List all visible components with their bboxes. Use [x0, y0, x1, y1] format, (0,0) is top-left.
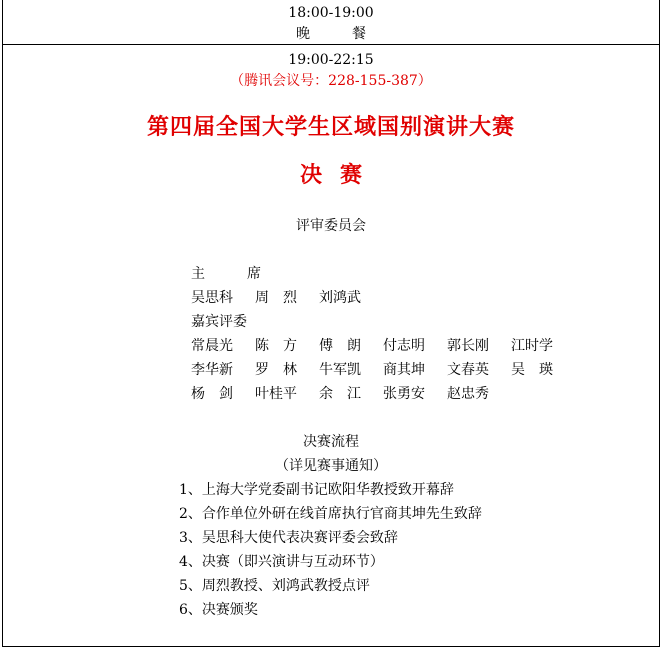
dinner-time: 18:00-19:00 [288, 5, 374, 21]
judge-name: 傅 朗 [319, 338, 361, 354]
chair-label: 主 席 [191, 266, 275, 282]
judge-name: 常晨光 [191, 338, 233, 354]
judge-name: 余 江 [319, 386, 361, 402]
process-note: （详见赛事通知） [275, 458, 387, 474]
dinner-label: 晚 餐 [296, 26, 380, 42]
judge-name: 吴 瑛 [511, 362, 553, 378]
judges-heading: 评审委员会 [296, 218, 366, 234]
process-step: 6、决赛颁奖 [179, 602, 258, 618]
process-step: 4、决赛（即兴演讲与互动环节） [179, 554, 384, 570]
judge-name: 牛军凯 [319, 362, 361, 378]
judge-name: 吴思科 [191, 290, 233, 306]
judge-name: 周 烈 [255, 290, 297, 306]
process-step: 2、合作单位外研在线首席执行官商其坤先生致辞 [179, 506, 482, 522]
judge-name: 罗 林 [255, 362, 297, 378]
judge-name: 郭长刚 [447, 338, 489, 354]
process-step: 3、吴思科大使代表决赛评委会致辞 [179, 530, 398, 546]
schedule-table [2, 0, 660, 647]
competition-title: 第四届全国大学生区域国别演讲大赛 [146, 114, 515, 140]
judge-name: 李华新 [191, 362, 233, 378]
guest-judges-label: 嘉宾评委 [191, 314, 247, 330]
row-divider [3, 44, 659, 45]
judge-name: 杨 剑 [191, 386, 233, 402]
process-step: 1、上海大学党委副书记欧阳华教授致开幕辞 [179, 482, 454, 498]
judge-name: 刘鸿武 [319, 290, 361, 306]
process-step: 5、周烈教授、刘鸿武教授点评 [179, 578, 370, 594]
judge-name: 张勇安 [383, 386, 425, 402]
process-heading: 决赛流程 [303, 434, 359, 450]
stage-title: 决赛 [299, 162, 380, 188]
judge-name: 文春英 [447, 362, 489, 378]
judge-name: 叶桂平 [255, 386, 297, 402]
final-time: 19:00-22:15 [288, 52, 374, 68]
judge-name: 赵忠秀 [447, 386, 489, 402]
judge-name: 陈 方 [255, 338, 297, 354]
meeting-id: （腾讯会议号：228-155-387） [230, 73, 432, 89]
judge-name: 商其坤 [383, 362, 425, 378]
judge-name: 付志明 [383, 338, 425, 354]
judge-name: 江时学 [511, 338, 553, 354]
